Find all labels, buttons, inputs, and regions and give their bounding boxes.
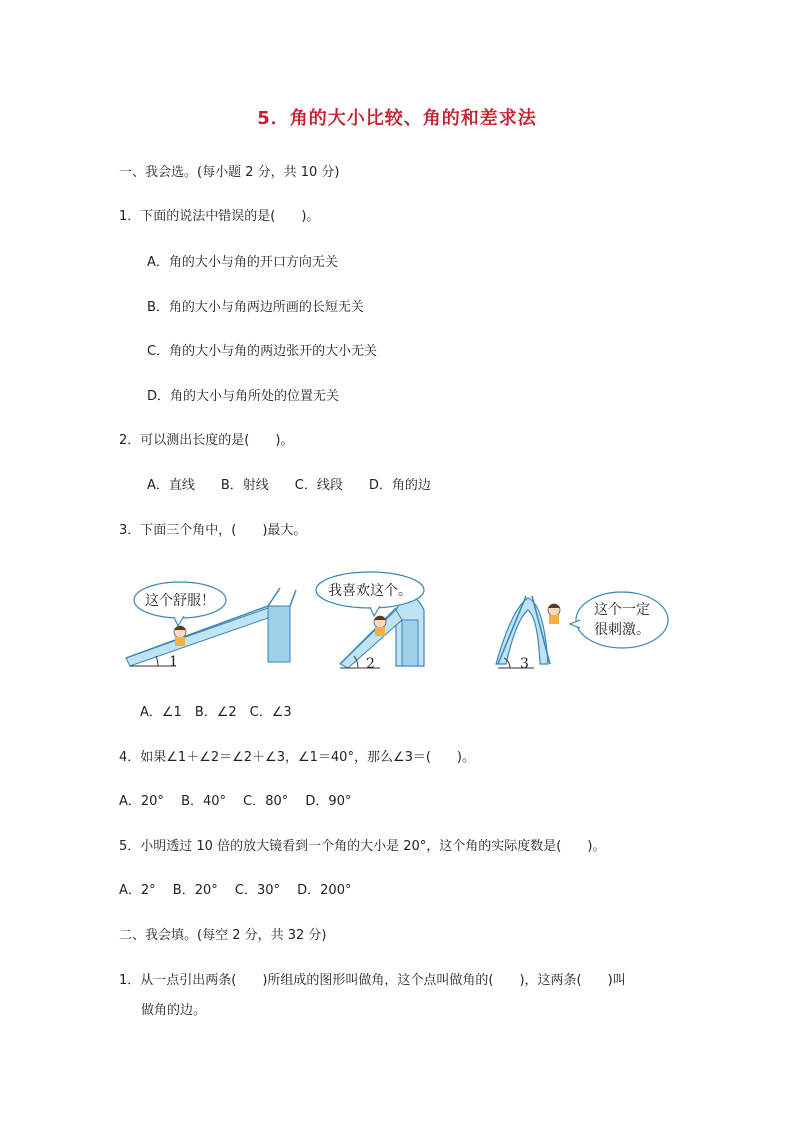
s2-q1-line1: 1．从一点引出两条( )所组成的图形叫做角，这个点叫做角的( )，这两条( )叫: [119, 973, 626, 988]
bubble-text-2: 我喜欢这个。: [328, 583, 412, 599]
q2-stem: 2．可以测出长度的是( )。: [119, 433, 294, 448]
q3-options: A．∠1 B．∠2 C．∠3: [140, 705, 292, 720]
slides-illustration: [118, 568, 678, 680]
q5-stem: 5．小明透过 10 倍的放大镜看到一个角的大小是 20°，这个角的实际度数是( )。: [119, 839, 606, 854]
bubble-text-1: 这个舒服！: [145, 593, 215, 609]
q1-option-c: C．角的大小与角的两边张开的大小无关: [147, 344, 378, 359]
angle-label-3: 3: [520, 656, 529, 672]
q5-options: A．2° B．20° C．30° D．200°: [119, 883, 352, 898]
section2-heading: 二、我会填。(每空 2 分，共 32 分): [119, 928, 327, 943]
q1-stem: 1．下面的说法中错误的是( )。: [119, 209, 320, 224]
bubble-text-3a: 这个一定: [594, 602, 650, 618]
q2-options: A．直线 B．射线 C．线段 D．角的边: [147, 478, 431, 493]
angle-label-2: 2: [366, 656, 375, 672]
q1-option-a: A．角的大小与角的开口方向无关: [147, 255, 338, 270]
q4-stem: 4．如果∠1＋∠2＝∠2＋∠3，∠1＝40°，那么∠3＝( )。: [119, 750, 476, 765]
q4-options: A．20° B．40° C．80° D．90°: [119, 794, 352, 809]
speech-bubble-3: [570, 592, 668, 648]
q3-stem: 3．下面三个角中，( )最大。: [119, 523, 307, 538]
bubble-text-3b: 很刺激。: [594, 622, 650, 638]
page-title: 5．角的大小比较、角的和差求法: [257, 108, 537, 129]
section1-heading: 一、我会选。(每小题 2 分，共 10 分): [119, 165, 340, 180]
q1-option-b: B．角的大小与角两边所画的长短无关: [147, 300, 364, 315]
angle-label-1: 1: [169, 654, 178, 670]
q1-option-d: D．角的大小与角所处的位置无关: [147, 389, 340, 404]
s2-q1-line2: 做角的边。: [141, 1003, 207, 1018]
